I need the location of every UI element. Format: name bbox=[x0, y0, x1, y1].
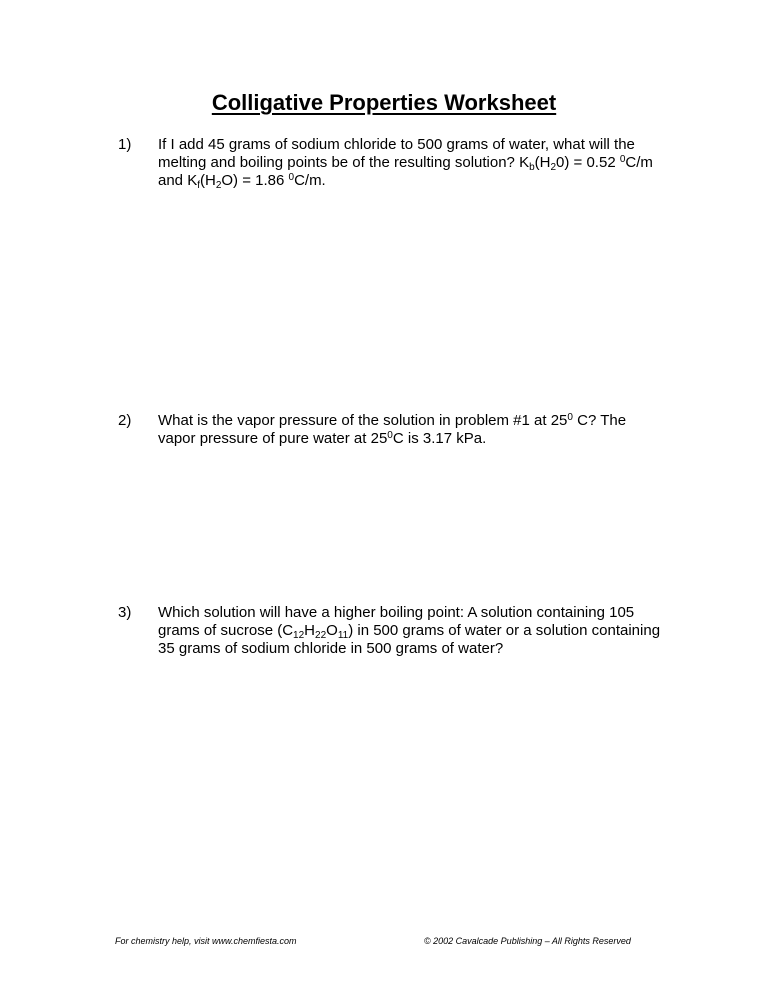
question-text: What is the vapor pressure of the solution in problem #1 at $25^0$ C? The vapor pressure of pure water at $25^0C$ is 3.17 kPa. bbox=[158, 412, 627, 447]
footer-help-text: For chemistry help, visit www.chemfiesta.com bbox=[115, 936, 297, 946]
question-text: If I add 45 grams of sodium chloride to 500 grams of water, what will the melting and boiling points be of the resulting solution? $K_b(H_20) = 0.52$ $^0$C/m and $K_f(H_2O) = 1.86$ $^0$C/m. bbox=[158, 136, 653, 191]
question-number: 3) bbox=[118, 604, 132, 621]
question-text: Which solution will have a higher boiling point: A solution containing 105 grams of sucrose $(C_{12}H_{22}O_{11})$ in 500 grams of water or a solution containing 35 grams of sodium chloride in 500 grams of water? bbox=[158, 604, 661, 657]
footer-copyright: © 2002 Cavalcade Publishing – All Rights Reserved bbox=[424, 936, 631, 946]
page-title: Colligative Properties Worksheet bbox=[211, 90, 557, 115]
question-number: 2) bbox=[118, 412, 132, 429]
question-number: 1) bbox=[118, 136, 132, 153]
